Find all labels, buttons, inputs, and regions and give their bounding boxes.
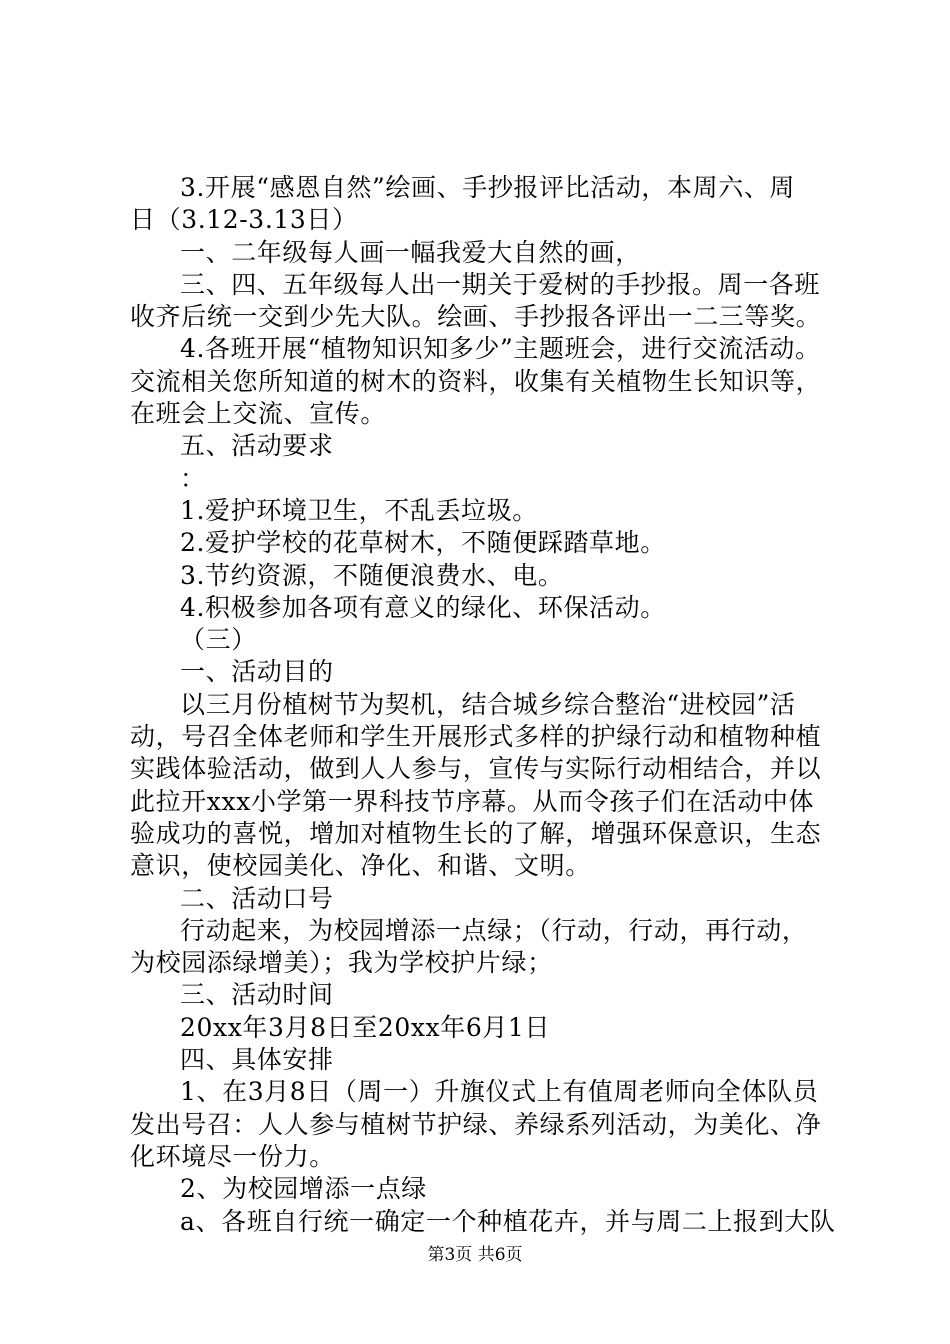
document-body (130, 172, 836, 1238)
paragraph-line: 以三月份植树节为契机，结合城乡综合整治“进校园”活 (180, 689, 796, 719)
paragraph-line: 4.各班开展“植物知识知多少”主题班会，进行交流活动。 (180, 334, 821, 364)
paragraph-line: 2、为校园增添一点绿 (180, 1174, 427, 1204)
paragraph-line: 实践体验活动，做到人人参与，宣传与实际行动相结合，并以 (130, 754, 822, 784)
section-heading: 一、活动目的 (180, 657, 334, 687)
paragraph-line: 在班会上交流、宣传。 (130, 399, 387, 429)
section-heading: 三、活动时间 (180, 980, 334, 1010)
section-heading: 二、活动口号 (180, 883, 334, 913)
page-number-footer: 第3页 共6页 (427, 1245, 523, 1265)
paragraph-line: 一、二年级每人画一幅我爱大自然的画， (180, 237, 641, 267)
paragraph-line: 交流相关您所知道的树木的资料，收集有关植物生长知识等， (130, 366, 822, 396)
paragraph-line: ： (180, 463, 206, 493)
paragraph-line: 发出号召：人人参与植树节护绿、养绿系列活动，为美化、净 (130, 1109, 822, 1139)
list-item: 4.积极参加各项有意义的绿化、环保活动。 (180, 592, 666, 622)
paragraph-line: 三、四、五年级每人出一期关于爱树的手抄报。周一各班 (180, 269, 821, 299)
paragraph-line: 行动起来，为校园增添一点绿；（行动，行动，再行动， (180, 915, 808, 945)
paragraph-line: 化环境尽一份力。 (130, 1141, 335, 1171)
section-heading: 四、具体安排 (180, 1045, 334, 1075)
paragraph-line: 日（3.12-3.13日） (130, 205, 358, 235)
list-item: 1.爱护环境卫生，不乱丢垃圾。 (180, 495, 538, 525)
paragraph-line: 为校园添绿增美）；我为学校护片绿； (130, 948, 553, 978)
paragraph-line: a、各班自行统一确定一个种植花卉，并与周二上报到大队 (180, 1206, 836, 1236)
paragraph-line: 1、在3月8日（周一）升旗仪式上有值周老师向全体队员 (180, 1077, 819, 1107)
section-heading: 五、活动要求 (180, 431, 334, 461)
paragraph-line: 此拉开xxx小学第一界科技节序幕。从而令孩子们在活动中体 (130, 786, 815, 816)
paragraph-line: 验成功的喜悦，增加对植物生长的了解，增强环保意识，生态 (130, 818, 822, 848)
paragraph-line: 20xx年3月8日至20xx年6月1日 (180, 1012, 551, 1042)
paragraph-line: 3.开展“感恩自然”绘画、手抄报评比活动，本周六、周 (180, 173, 796, 202)
list-item: 2.爱护学校的花草树木，不随便踩踏草地。 (180, 528, 666, 558)
paragraph-line: 收齐后统一交到少先大队。绘画、手抄报各评出一二三等奖。 (130, 302, 822, 332)
paragraph-line: 意识，使校园美化、净化、和谐、文明。 (130, 851, 591, 881)
section-heading: （三） (180, 625, 257, 655)
list-item: 3.节约资源，不随便浪费水、电。 (180, 560, 564, 590)
paragraph-line: 动，号召全体老师和学生开展形式多样的护绿行动和植物种植 (130, 722, 822, 752)
